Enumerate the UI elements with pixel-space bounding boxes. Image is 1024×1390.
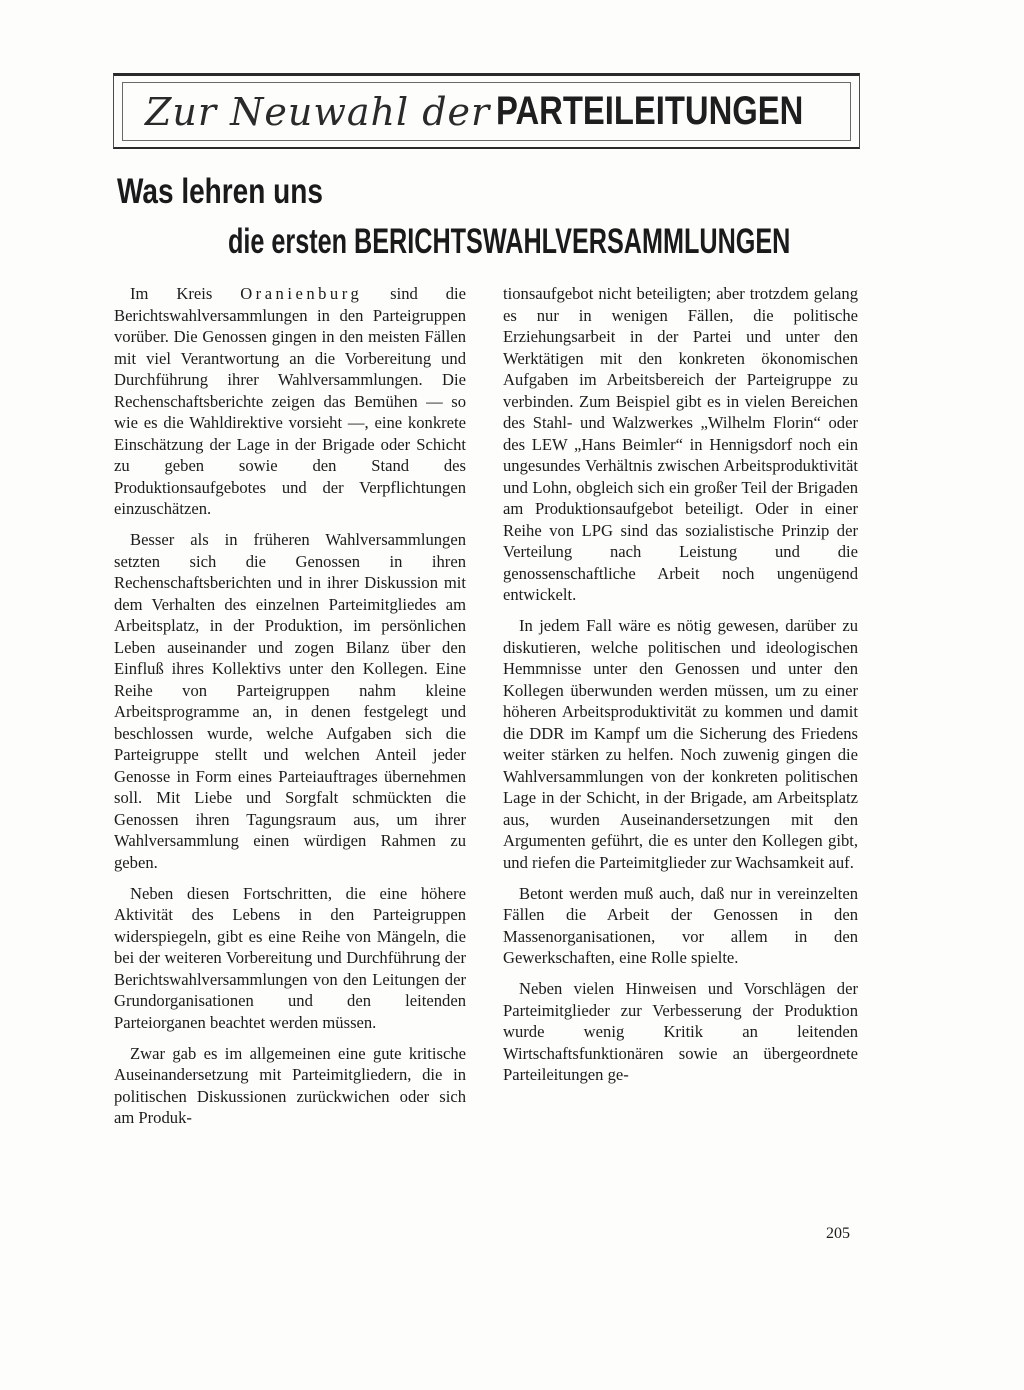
article-title-line-1: Was lehren uns	[117, 172, 323, 211]
left-paragraph-2: Besser als in früheren Wahlversammlungen setzten sich die Genossen in ihren Rechenschaftsberichten und in ihrer Diskussion mit dem Verhalten des einzelnen Parteimitgliedes am Arbeitsplatz, in der Produktion, im persönlichen Leben auseinander und zogen Bilanz über den Einfluß ihres Kollektivs unter den Kollegen. Eine Reihe von Parteigruppen nahm kleine Arbeitsprogramme an, in denen festgelegt und beschlossen wurde, welche Aufgaben sich die Parteigruppe stellt und welchen Anteil jeder Genosse in Form eines Parteiauftrages übernehmen soll. Mit Liebe und Sorgfalt schmückten die Genossen ihren Tagungsraum aus, um ihrer Wahlversammlung einen würdigen Rahmen zu geben.	[114, 530, 466, 872]
banner-script-text: Zur Neuwahl der	[145, 89, 491, 134]
banner-caps-text: PARTEILEITUNGEN	[496, 89, 804, 133]
right-paragraph-3: Betont werden muß auch, daß nur in vereinzelten Fällen die Arbeit der Genossen in den Massenorganisationen, vor allem in den Gewerkschaften, eine Rolle spielte.	[503, 883, 858, 967]
right-column	[503, 283, 858, 1095]
right-paragraph-2: In jedem Fall wäre es nötig gewesen, darüber zu diskutieren, welche politischen und ideologischen Hemmnisse unter den Genossen und unter den Kollegen überwunden werden müssen, um zu einer höheren Arbeitsproduktivität zu kommen und damit die DDR im Kampf um die Sicherung des Friedens weiter stärken zu helfen. Noch zuwenig gingen die Wahlversammlungen von der konkreten politischen Lage in der Schicht, in der Brigade, am Arbeitsplatz aus, wurden Auseinandersetzungen mit den Argumenten geführt, die es unter den Kollegen gibt, und riefen die Parteimitglieder zur Wachsamkeit auf.	[503, 616, 858, 872]
left-paragraph-1-rest: sind die Berichtswahlversammlungen in den Parteigruppen vorüber. Die Genossen gingen in den meisten Fällen mit viel Verantwortung an die Vorbereitung und Durchführung ihrer Wahlversammlungen. Die Rechenschaftsberichte zeigen das Bemühen — so wie es die Wahldirektive vorsieht —, eine konkrete Einschätzung der Lage in der Brigade oder Schicht zu geben sowie den Stand des Produktionsaufgebotes und der Verpflichtungen einzuschätzen.	[114, 284, 466, 518]
right-paragraph-1: tionsaufgebot nicht beteiligten; aber trotzdem gelang es nur in wenigen Fällen, die politische Erziehungsarbeit in der Partei und unter den Werktätigen mit den konkreten ökonomischen Aufgaben im Arbeitsbereich der Parteigruppe zu verbinden. Zum Beispiel gibt es in vielen Bereichen des Stahl- und Walzwerkes „Wilhelm Florin“ oder des LEW „Hans Beimler“ in Hennigsdorf noch ein ungesundes Verhältnis zwischen Arbeitsproduktivität und Lohn, obgleich sich ein großer Teil der Brigaden am Produktionsaufgebot beteiligt. Oder in einer Reihe von LPG sind das sozialistische Prinzip der Verteilung nach Leistung und die genossenschaftliche Arbeit noch ungenügend entwickelt.	[503, 284, 858, 604]
right-paragraph-4: Neben vielen Hinweisen und Vorschlägen der Parteimitglieder zur Verbesserung der Produktion wurde wenig Kritik an leitenden Wirtschaftsfunktionären sowie an übergeordnete Parteileitungen ge-	[503, 979, 858, 1084]
section-banner	[113, 73, 860, 149]
left-paragraph-4: Zwar gab es im allgemeinen eine gute kritische Auseinandersetzung mit Parteimitgliedern, die in politischen Diskussionen zurückwichen oder sich am Produk-	[114, 1043, 466, 1127]
place-name-oranienburg: Oranienburg	[240, 284, 363, 303]
left-column	[114, 283, 466, 1138]
left-paragraph-1-lead: Im Kreis	[130, 284, 241, 303]
left-paragraph-1	[114, 283, 466, 520]
left-paragraph-3: Neben diesen Fortschritten, die eine höhere Aktivität des Lebens in den Parteigruppen widerspiegeln, gibt es eine Reihe von Mängeln, die bei der weiteren Vorbereitung und Durchführung der Berichtswahlversammlungen von den Leitungen der Grundorganisationen und den leitenden Parteiorganen beachtet werden müssen.	[114, 883, 466, 1032]
section-banner-frame	[122, 82, 851, 141]
article-title-line-2: die ersten BERICHTSWAHLVERSAMMLUNGEN	[228, 222, 791, 261]
page-number: 205	[826, 1225, 850, 1242]
